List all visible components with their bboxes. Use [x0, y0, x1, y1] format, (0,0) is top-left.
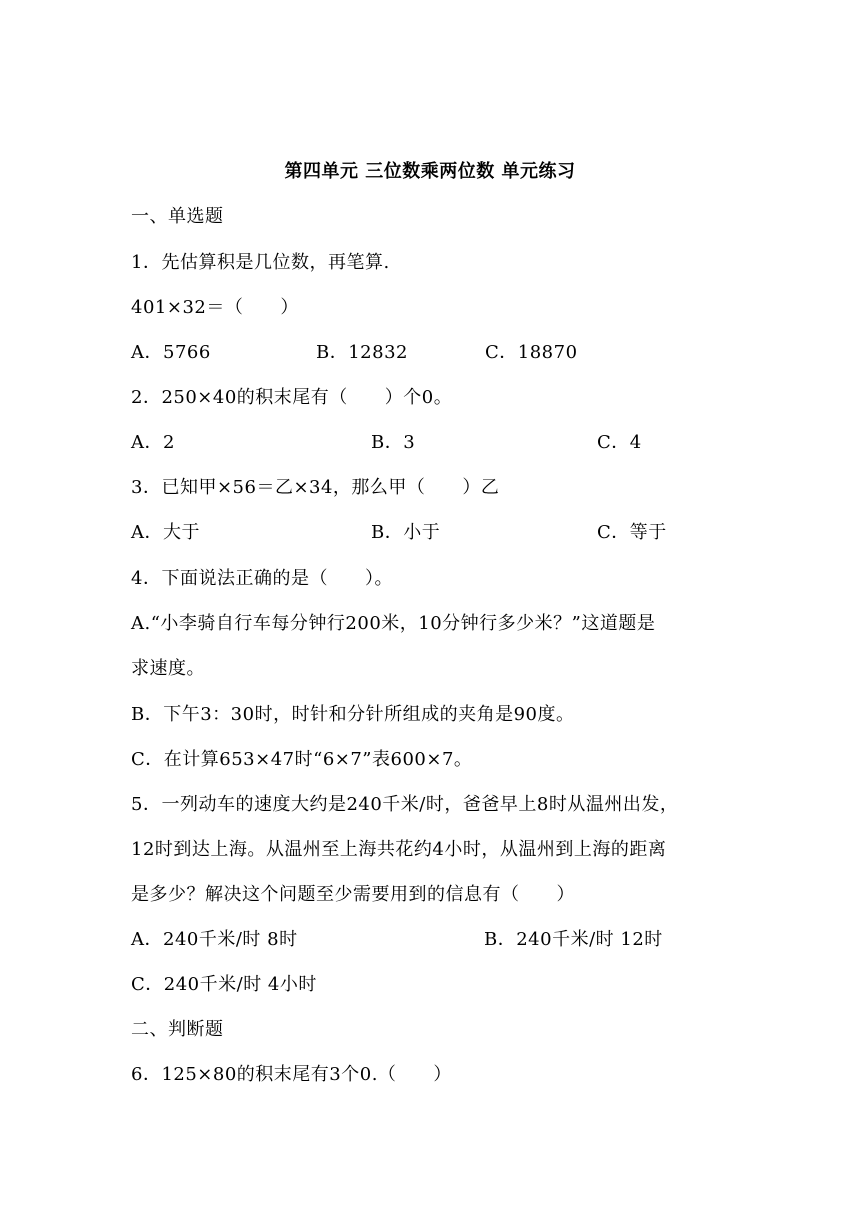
question-3-stem: 3．已知甲×56＝乙×34，那么甲（ ）乙 [131, 477, 500, 498]
question-6-stem: 6．125×80的积末尾有3个0.（ ） [131, 1064, 452, 1085]
question-5-line3: 是多少？解决这个问题至少需要用到的信息有（ ） [131, 884, 575, 905]
question-1-option-a: A．5766 [131, 342, 211, 363]
page-title: 第四单元 三位数乘两位数 单元练习 [284, 161, 576, 182]
question-5-option-a: A．240千米/时 8时 [131, 929, 298, 950]
question-4-stem: 4．下面说法正确的是（ ）。 [131, 568, 393, 589]
question-5-option-b: B．240千米/时 12时 [484, 929, 663, 950]
question-2-stem: 2．250×40的积末尾有（ ）个0。 [131, 387, 453, 408]
question-3-option-a: A．大于 [131, 522, 200, 543]
question-5-line2: 12时到达上海。从温州至上海共花约4小时，从温州到上海的距离 [131, 839, 667, 860]
section-heading-single-choice: 一、单选题 [131, 206, 224, 227]
question-5-line1: 5．一列动车的速度大约是240千米/时，爸爸早上8时从温州出发， [131, 794, 679, 815]
question-1-stem: 1．先估算积是几位数，再笔算. [131, 252, 390, 273]
question-3-option-b: B．小于 [371, 522, 441, 543]
question-2-option-b: B．3 [371, 432, 416, 453]
question-4-option-a-line2: 求速度。 [131, 658, 205, 679]
question-4-option-c: C．在计算653×47时“6×7”表600×7。 [131, 749, 473, 770]
question-2-option-c: C．4 [597, 432, 642, 453]
question-4-option-a-line1: A.“小李骑自行车每分钟行200米，10分钟行多少米？”这道题是 [131, 613, 656, 634]
question-5-option-c: C．240千米/时 4小时 [131, 974, 317, 995]
question-2-option-a: A．2 [131, 432, 175, 453]
question-1-option-b: B．12832 [316, 342, 408, 363]
question-4-option-b: B．下午3：30时，时针和分针所组成的夹角是90度。 [131, 704, 575, 725]
question-1-option-c: C．18870 [485, 342, 578, 363]
section-heading-true-false: 二、判断题 [131, 1019, 224, 1040]
question-3-option-c: C．等于 [597, 522, 667, 543]
question-1-expression: 401×32＝（ ） [131, 297, 299, 318]
